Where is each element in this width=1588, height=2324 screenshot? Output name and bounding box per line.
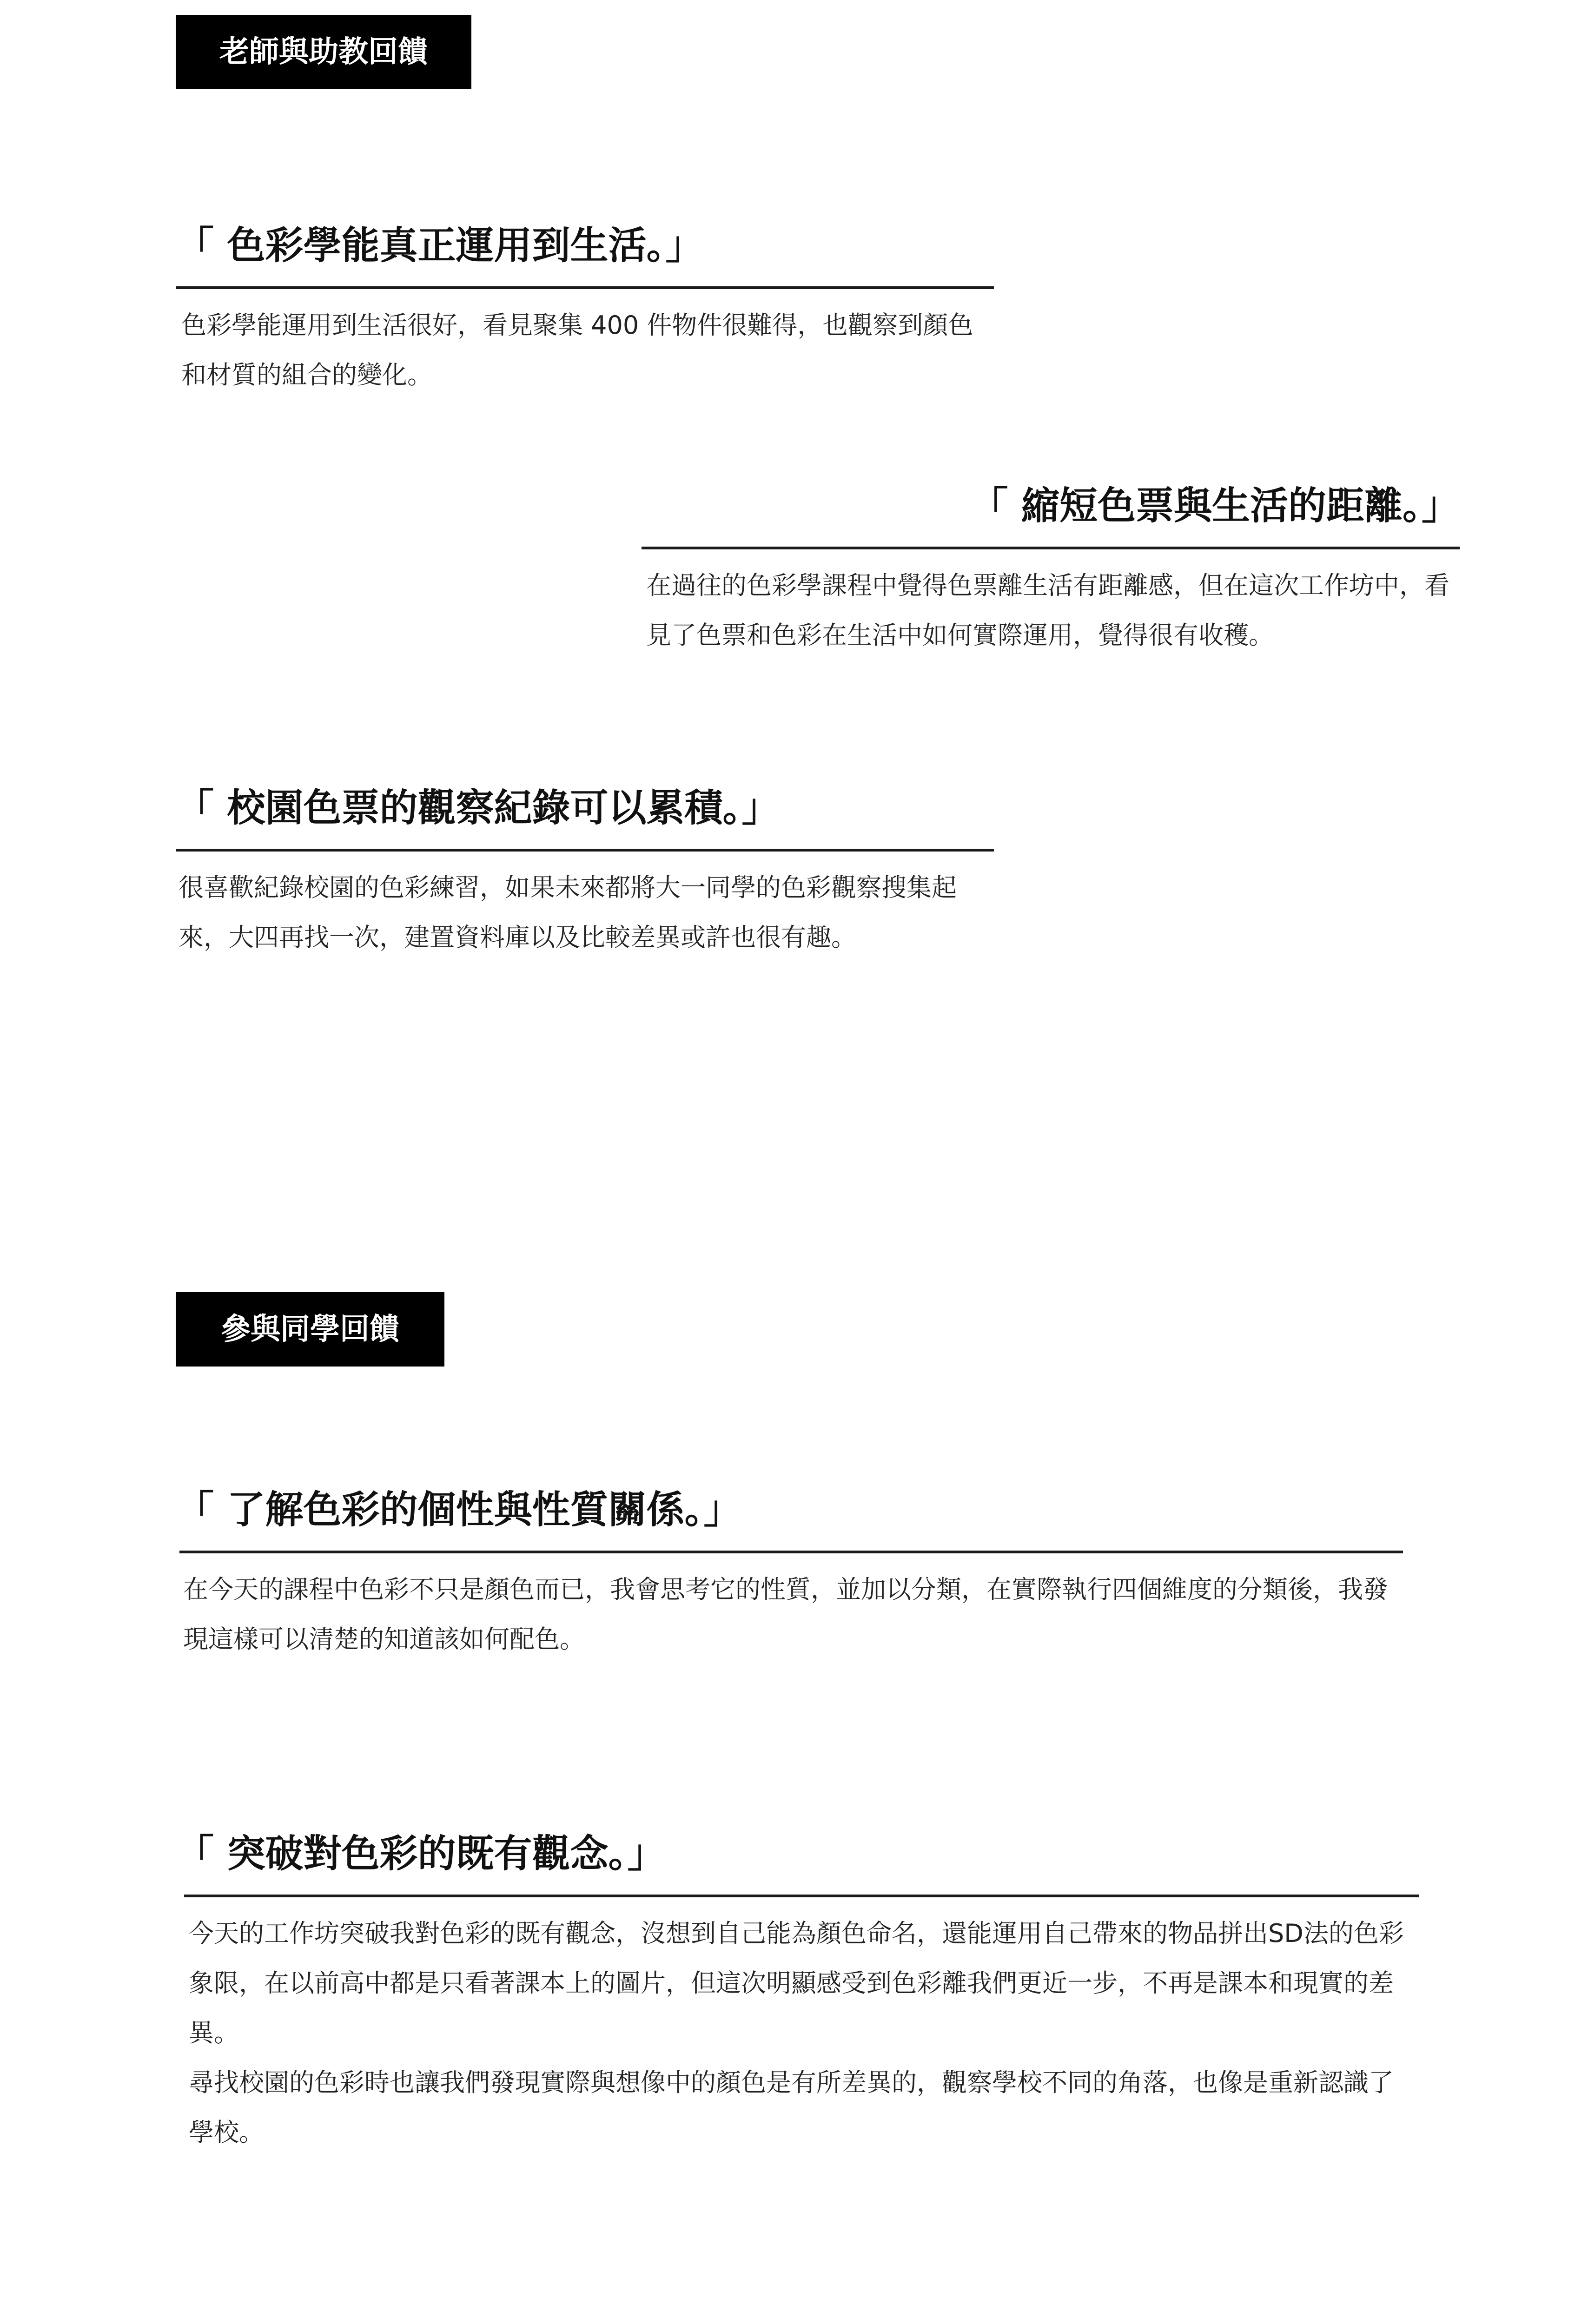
feedback-body: 在過往的色彩學課程中覺得色票離生活有距離感，但在這次工作坊中，看見了色票和色彩在生活中如何實際運用，覺得很有收穫。 <box>646 571 1449 650</box>
student-feedback-1 <box>176 1487 1403 1664</box>
feedback-title: 「 色彩學能真正運用到生活。」 <box>176 224 704 268</box>
teacher-feedback-3 <box>176 786 994 962</box>
feedback-title: 「 縮短色票與生活的距離。」 <box>970 484 1460 528</box>
feedback-title: 「 突破對色彩的既有觀念。」 <box>176 1832 666 1876</box>
divider <box>184 1895 1419 1897</box>
divider <box>176 849 994 852</box>
feedback-body: 在今天的課程中色彩不只是顏色而已，我會思考它的性質，並加以分類，在實際執行四個維度的分類後，我發現這樣可以清楚的知道該如何配色。 <box>183 1575 1388 1654</box>
feedback-body: 色彩學能運用到生活很好，看見聚集 400 件物件很難得，也觀察到顏色和材質的組合的變化。 <box>181 310 973 390</box>
feedback-body: 今天的工作坊突破我對色彩的既有觀念，沒想到自己能為顏色命名，還能運用自己帶來的物品拼出SD法的色彩象限，在以前高中都是只看著課本上的圖片，但這次明顯感受到色彩離我們更近一步，不再是課本和現實的差異。 尋找校園的色彩時也讓我們發現實際與想像中的顏色是有所差異的，觀察學校不同的角落，也像是重新認識了學校。 <box>189 1919 1404 2147</box>
teacher-feedback-1 <box>176 223 994 400</box>
student-feedback-2 <box>176 1831 1419 2157</box>
divider <box>642 547 1460 549</box>
feedback-body: 很喜歡紀錄校園的色彩練習，如果未來都將大一同學的色彩觀察搜集起來，大四再找一次，建置資料庫以及比較差異或許也很有趣。 <box>179 873 957 952</box>
teacher-feedback-2 <box>642 483 1460 660</box>
divider <box>176 286 994 289</box>
feedback-title: 「 了解色彩的個性與性質關係。」 <box>176 1488 742 1532</box>
section-label-student: 參與同學回饋 <box>176 1292 444 1367</box>
section-label-teacher: 老師與助教回饋 <box>176 15 471 89</box>
divider <box>179 1551 1403 1553</box>
feedback-title: 「 校園色票的觀察紀錄可以累積。」 <box>176 786 780 830</box>
